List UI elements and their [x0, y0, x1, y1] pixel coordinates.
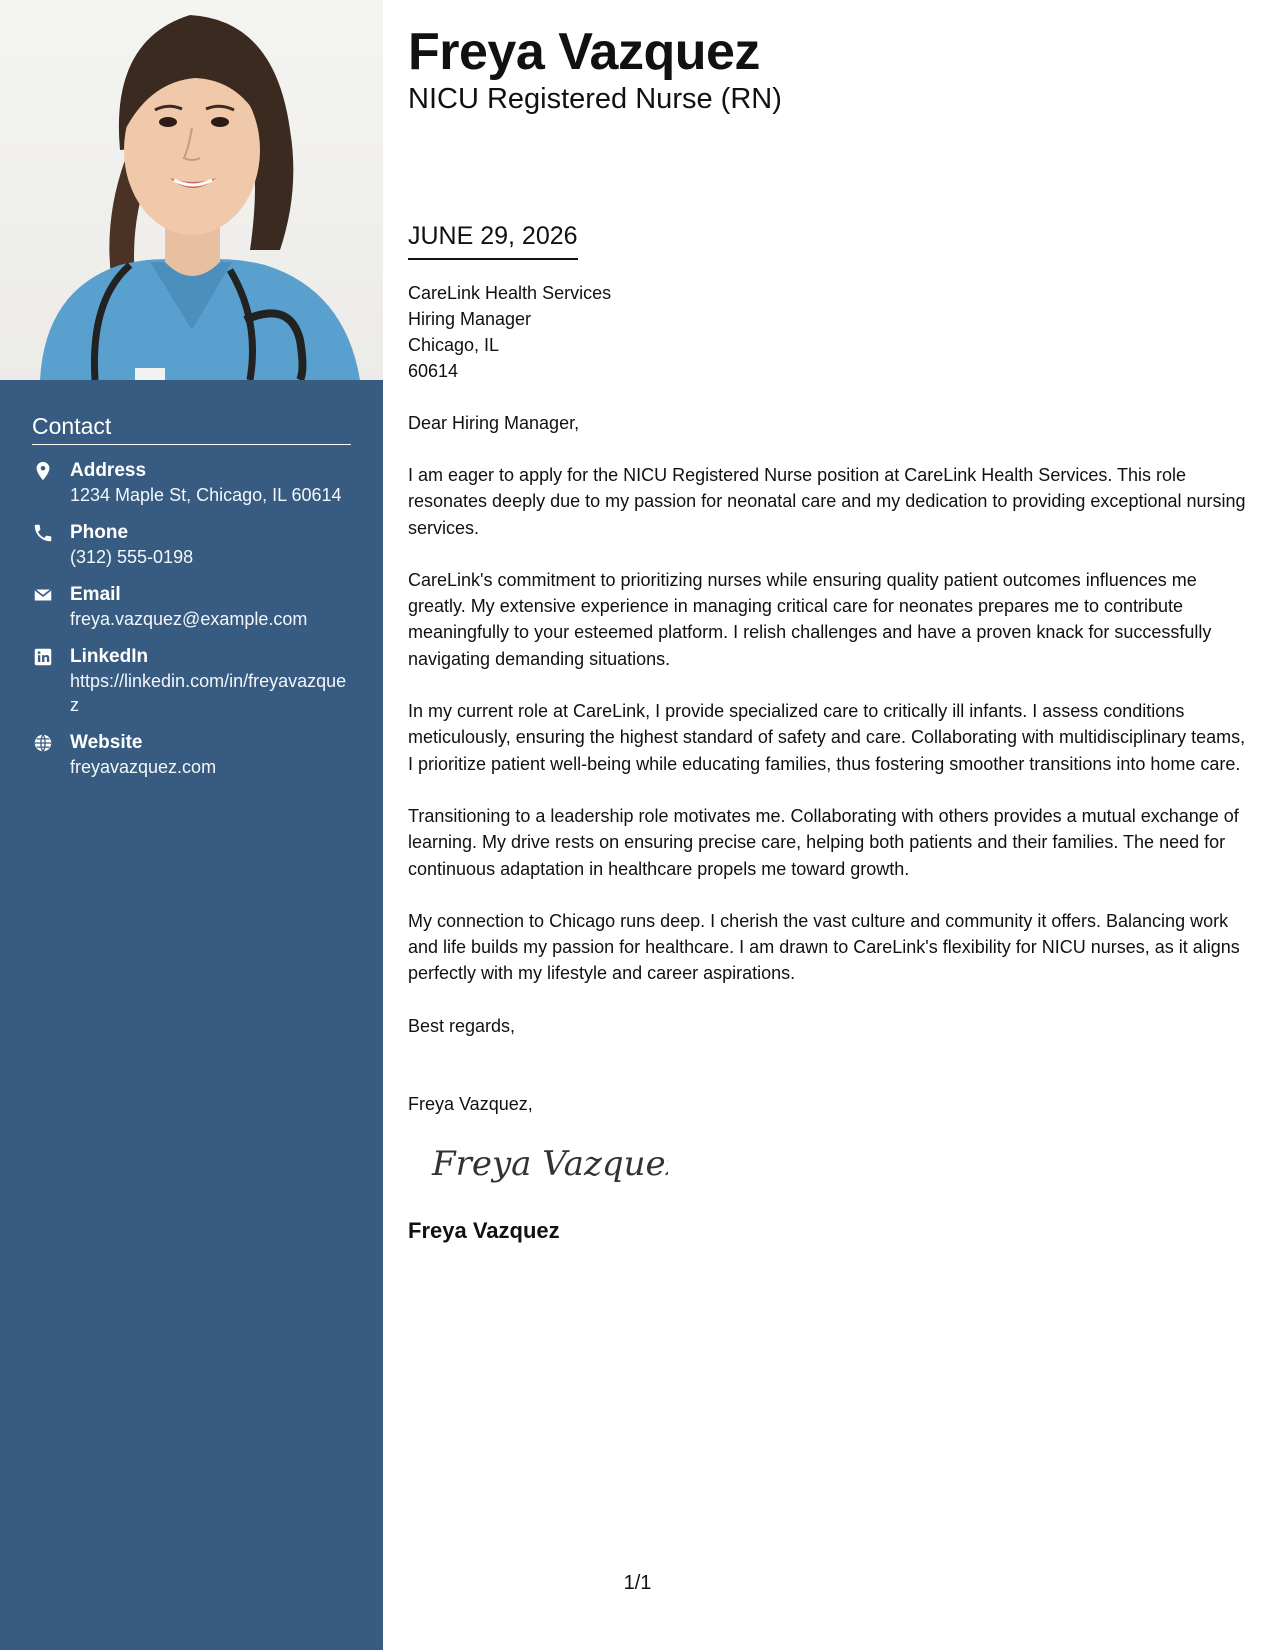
contact-item-email [32, 583, 351, 631]
closing: Best regards, [408, 1015, 516, 1036]
contact-item-website [32, 731, 351, 779]
contact-label: Phone [70, 522, 129, 543]
paragraph-3: In my current role at CareLink, I provide specialized care to critically ill infants. I assess conditions meticulously, ensuring the highest standard of safety and care. Collaborating with multidisciplinary teams, I prioritize patient well-being while educating families, thus fostering smoother transitions into home care. [408, 701, 1246, 774]
linkedin-icon [32, 646, 54, 668]
contact-label: Website [70, 732, 143, 753]
email-value[interactable]: freya.vazquez@example.com [70, 609, 308, 629]
contact-heading: Contact [32, 412, 351, 445]
linkedin-value[interactable]: https://linkedin.com/in/freyavazquez [70, 671, 347, 715]
contact-label: LinkedIn [70, 646, 149, 667]
recipient-zip: 60614 [408, 361, 459, 381]
recipient-role: Hiring Manager [408, 309, 532, 329]
nurse-portrait-image [0, 0, 383, 380]
phone-value: (312) 555-0198 [70, 547, 194, 567]
recipient-block [408, 280, 1248, 384]
handwritten-signature [428, 1135, 668, 1195]
contact-section [32, 412, 351, 793]
contact-item-linkedin [32, 645, 351, 717]
signature-printed-name: Freya Vazquez [408, 1217, 560, 1243]
address-value: 1234 Maple St, Chicago, IL 60614 [70, 485, 342, 505]
sidebar [0, 0, 383, 1650]
contact-label: Address [70, 460, 147, 481]
letter-date: JUNE 29, 2026 [408, 220, 578, 260]
globe-icon [32, 732, 54, 754]
map-pin-icon [32, 460, 54, 482]
contact-item-phone [32, 521, 351, 569]
letter-body [408, 22, 1248, 1245]
contact-item-address [32, 459, 351, 507]
applicant-name: Freya Vazquez [408, 23, 760, 81]
paragraph-1: I am eager to apply for the NICU Registered Nurse position at CareLink Health Services. This role resonates deeply due to my passion for neonatal care and my dedication to providing exceptional nursing services. [408, 465, 1246, 538]
recipient-city: Chicago, IL [408, 335, 500, 355]
signature-text: Freya Vazquez [432, 1143, 668, 1184]
website-value[interactable]: freyavazquez.com [70, 757, 217, 777]
phone-icon [32, 522, 54, 544]
contact-label: Email [70, 584, 121, 605]
greeting: Dear Hiring Manager, [408, 413, 580, 433]
signoff-name: Freya Vazquez, [408, 1093, 533, 1114]
recipient-company: CareLink Health Services [408, 283, 612, 303]
profile-photo [0, 0, 383, 380]
job-title: NICU Registered Nurse (RN) [408, 83, 782, 115]
paragraph-4: Transitioning to a leadership role motivates me. Collaborating with others provides a mutual exchange of learning. My drive rests on ensuring precise care, helping both patients and their families. The need for continuous adaptation in healthcare propels me toward growth. [408, 805, 1239, 879]
paragraph-5: My connection to Chicago runs deep. I cherish the vast culture and community it offers. Balancing work and life builds my passion for healthcare. I am drawn to CareLink's flexibility for NICU nurses, as it aligns perfectly with my lifestyle and career aspirations. [408, 910, 1240, 984]
page-number: 1/1 [623, 1572, 652, 1594]
envelope-icon [32, 584, 54, 606]
paragraph-2: CareLink's commitment to prioritizing nurses while ensuring quality patient outcomes influences me greatly. My extensive experience in managing critical care for neonates prepares me to contribute meaningfully to your esteemed platform. I relish challenges and have a proven knack for successfully navigating demanding situations. [408, 569, 1212, 669]
